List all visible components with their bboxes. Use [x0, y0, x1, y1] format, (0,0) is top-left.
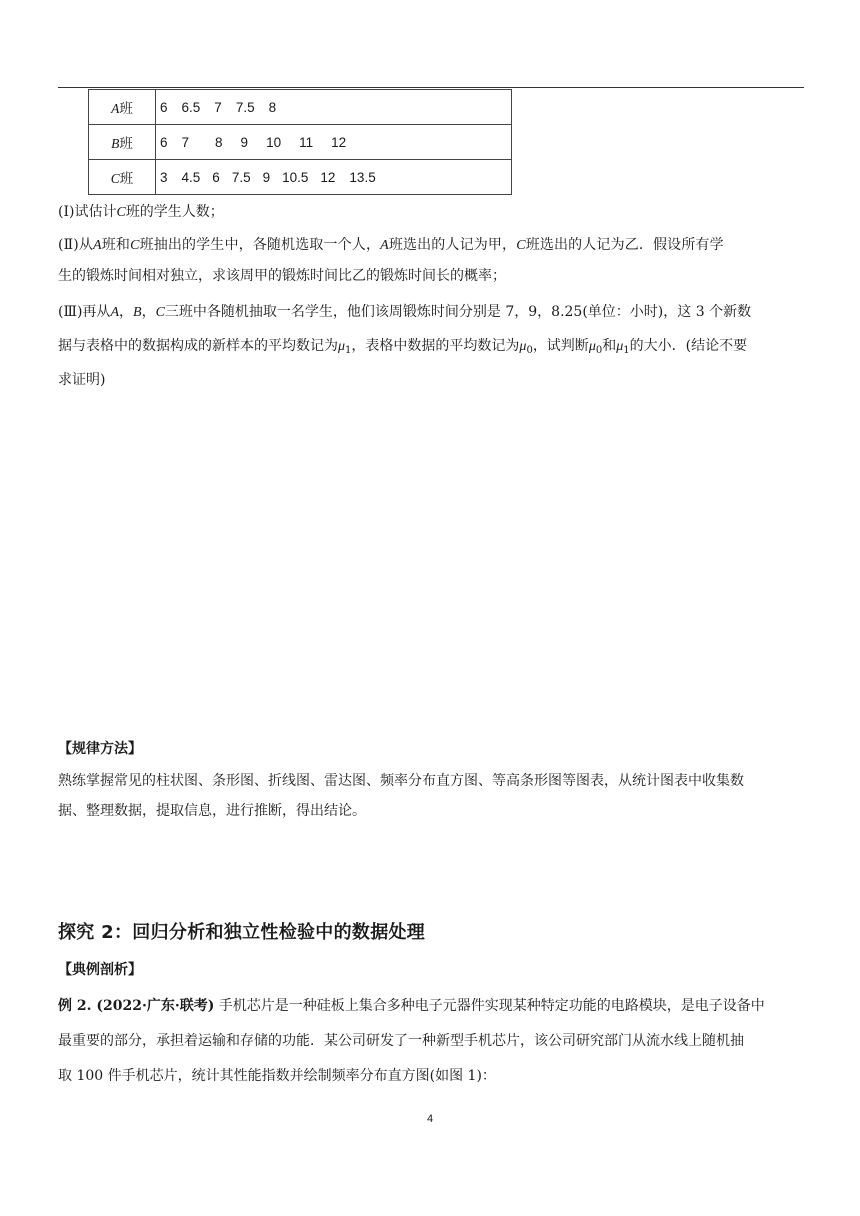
table-cell-value: 6	[160, 134, 168, 150]
row-label: C班	[89, 160, 156, 195]
table-cell-value: 3	[160, 169, 168, 185]
table-cell-value: 7.5	[235, 99, 255, 115]
table-cell-value: 9	[262, 169, 271, 185]
row-values	[156, 125, 512, 160]
header-rule	[58, 87, 804, 88]
table-row-a	[89, 90, 512, 125]
row-values	[156, 90, 512, 125]
table-cell-value: 6	[160, 99, 168, 115]
question-3-line-1: (Ⅲ)再从A，B，C三班中各随机抽取一名学生，他们该周锻炼时间分别是 7，9，8.25(单位：小时)，这 3 个新数	[58, 304, 752, 320]
row-label: A班	[89, 90, 156, 125]
table-row-b	[89, 125, 512, 160]
table-cell-value: 11	[299, 134, 314, 150]
table-cell-value: 7	[214, 99, 222, 115]
table-cell-value: 10	[266, 134, 282, 150]
example-2-line-1: 例 2. (2022·广东·联考) 手机芯片是一种硅板上集合多种电子元器件实现某种特定功能的电路模块，是电子设备中	[58, 998, 765, 1014]
row-values	[156, 160, 512, 195]
question-3-line-3: 求证明)	[58, 372, 106, 388]
example-2-line-3: 取 100 件手机芯片，统计其性能指数并绘制频率分布直方图(如图 1)：	[58, 1068, 496, 1084]
table-cell-value: 9	[240, 134, 249, 150]
table-row-c	[89, 160, 512, 195]
table-cell-value: 7	[181, 134, 190, 150]
explore-2-title: 探究 2：回归分析和独立性检验中的数据处理	[58, 922, 426, 943]
table-cell-value: 10.5	[282, 169, 309, 185]
example-2-label: 例 2. (2022·广东·联考)	[58, 998, 215, 1014]
method-heading: 【规律方法】	[58, 741, 142, 757]
question-1: (Ⅰ)试估计C班的学生人数；	[58, 204, 224, 220]
table-cell-value: 12	[331, 134, 347, 150]
table-cell-value: 8	[268, 99, 277, 115]
table-cell-value: 13.5	[349, 169, 376, 185]
question-3-line-2: 据与表格中的数据构成的新样本的平均数记为$\mu_1$，表格中数据的平均数记为$\mu_0$，试判断$\mu_0$和$\mu_1$的大小．(结论不要	[58, 338, 748, 356]
page-number: 4	[426, 1113, 434, 1125]
table-cell-value: 6	[212, 169, 220, 185]
row-label: B班	[89, 125, 156, 160]
exercise-time-table	[88, 89, 512, 195]
question-2-line-1: (Ⅱ)从A班和C班抽出的学生中，各随机选取一个人，A班选出的人记为甲，C班选出的人记为乙．假设所有学	[58, 237, 724, 253]
table-cell-value: 4.5	[181, 169, 201, 185]
method-line-1: 熟练掌握常见的柱状图、条形图、折线图、雷达图、频率分布直方图、等高条形图等图表，从统计图表中收集数	[58, 773, 744, 789]
table-cell-value: 7.5	[231, 169, 251, 185]
table-cell-value: 12	[320, 169, 336, 185]
table-cell-value: 6.5	[181, 99, 201, 115]
question-2-line-2: 生的锻炼时间相对独立，求该周甲的锻炼时间比乙的锻炼时间长的概率；	[58, 268, 506, 284]
table-cell-value: 8	[215, 134, 223, 150]
method-line-2: 据、整理数据，提取信息，进行推断，得出结论。	[58, 803, 366, 819]
example-heading: 【典例剖析】	[58, 962, 142, 978]
example-2-line-2: 最重要的部分，承担着运输和存储的功能．某公司研发了一种新型手机芯片，该公司研究部门从流水线上随机抽	[58, 1033, 744, 1049]
